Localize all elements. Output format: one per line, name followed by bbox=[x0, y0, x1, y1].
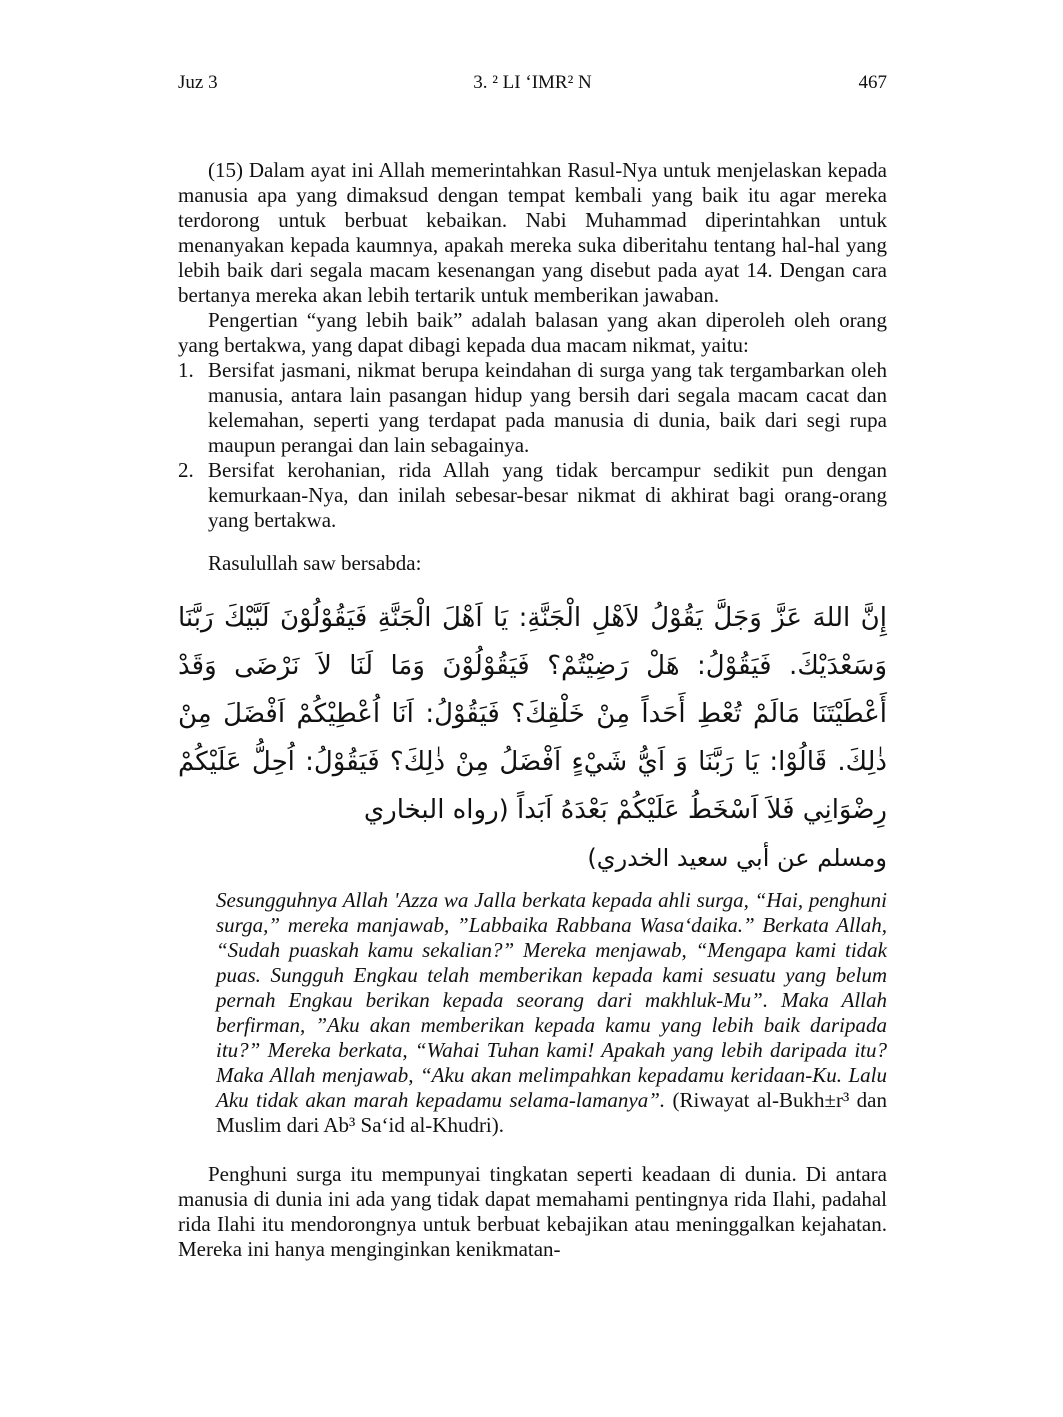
blessings-list bbox=[178, 358, 887, 533]
hadith-intro: Rasulullah saw bersabda: bbox=[208, 551, 422, 575]
surah-title: 3. ² LI ‘IMR² N bbox=[473, 72, 592, 93]
page-body bbox=[178, 158, 887, 1262]
list-text: Bersifat kerohanian, rida Allah yang tidak bercampur sedikit pun dengan kemurkaan-Nya, dan inilah sebesar-besar nikmat di akhirat bagi orang-orang yang bertakwa. bbox=[208, 458, 887, 532]
list-text: Bersifat jasmani, nikmat berupa keindahan di surga yang tak tergambarkan oleh manusia, antara lain pasangan hidup yang bersih dari segala macam cacat dan kelemahan, seperti yang terdapat pada manusia di dunia, baik dari segi rupa maupun perangai dan lain sebagainya. bbox=[208, 358, 887, 457]
list-item bbox=[178, 458, 887, 533]
page-header bbox=[178, 72, 887, 100]
juz-label: Juz 3 bbox=[178, 72, 218, 93]
hadith-translation bbox=[216, 888, 887, 1138]
list-number: 2. bbox=[178, 458, 194, 482]
hadith-arabic bbox=[178, 594, 887, 882]
list-number: 1. bbox=[178, 358, 194, 382]
hadith-arabic-source: ومسلم عن أبي سعيد الخدري) bbox=[587, 844, 887, 872]
paragraph-heaven-levels: Penghuni surga itu mempunyai tingkatan seperti keadaan di dunia. Di antara manusia di dunia ini ada yang tidak dapat memahami pentingnya rida Ilahi, padahal rida Ilahi itu mendorongnya untuk berbuat kebajikan atau meninggalkan kejahatan. Mereka ini hanya menginginkan kenikmatan- bbox=[178, 1162, 887, 1261]
page-number: 467 bbox=[858, 72, 887, 93]
translation-text: Sesungguhnya Allah 'Azza wa Jalla berkata kepada ahli surga, “Hai, penghuni surga,” mereka manjawab, ”Labbaika Rabbana Wasa‘daika.” Berkata Allah, “Sudah puaskah kamu sekalian?” Mereka menjawab, “Mengapa kami tidak puas. Sungguh Engkau telah memberikan kepada kami sesuatu yang belum pernah Engkau berikan kepada seorang dari makhluk-Mu”. Maka Allah berfirman, ”Aku akan memberikan kepada kamu yang lebih baik daripada itu?” Mereka berkata, “Wahai Tuhan kami! Apakah yang lebih daripada itu? Maka Allah menjawab, “Aku akan melimpahkan kepadamu keridaan-Ku. Lalu Aku tidak akan marah kepadamu selama-lamanya”. bbox=[216, 888, 887, 1112]
hadith-arabic-text: إِنَّ اللهَ عَزَّ وَجَلَّ يَقُوْلُ لاَهْلِ الْجَنَّةِ: يَا اَهْلَ الْجَنَّةِ فَيَقُوْلُوْنَ لَبَّيْكَ رَبَّنَا وَسَعْدَيْكَ. فَيَقُوْلُ: هَلْ رَضِيْتُمْ؟ فَيَقُوْلُوْنَ وَمَا لَنَا لاَ نَرْضَى وَقَدْ أَعْطَيْتَنَا مَالَمْ تُعْطِ أَحَداً مِنْ خَلْقِكَ؟ فَيَقُوْلُ: اَنَا اُعْطِيْكُمْ اَفْضَلَ مِنْ ذٰلِكَ. قَالُوْا: يَا رَبَّنَا وَ اَيُّ شَيْءٍ اَفْضَلُ مِنْ ذٰلِكَ؟ فَيَقُوْلُ: اُحِلُّ عَلَيْكُمْ رِضْوَانِي فَلاَ اَسْخَطُ عَلَيْكُمْ بَعْدَهُ اَبَداً (رواه البخاري bbox=[178, 603, 887, 825]
paragraph-definition: Pengertian “yang lebih baik” adalah balasan yang akan diperoleh oleh orang yang bertakwa, yang dapat dibagi kepada dua macam nikmat, yaitu: bbox=[178, 308, 887, 357]
list-item bbox=[178, 358, 887, 458]
paragraph-verse-15: (15) Dalam ayat ini Allah memerintahkan Rasul-Nya untuk menjelaskan kepada manusia apa yang dimaksud dengan tempat kembali yang baik itu agar mereka terdorong untuk berbuat kebaikan. Nabi Muhammad diperintahkan untuk menanyakan kepada kaumnya, apakah mereka suka diberitahu tentang hal-hal yang lebih baik dari segala macam kesenangan yang disebut pada ayat 14. Dengan cara bertanya mereka akan lebih tertarik untuk memberikan jawaban. bbox=[178, 158, 887, 307]
translation-source: (Riwayat al-Bukh±r³ dan Muslim dari Ab³ Sa‘id al-Khudri). bbox=[216, 1088, 887, 1137]
